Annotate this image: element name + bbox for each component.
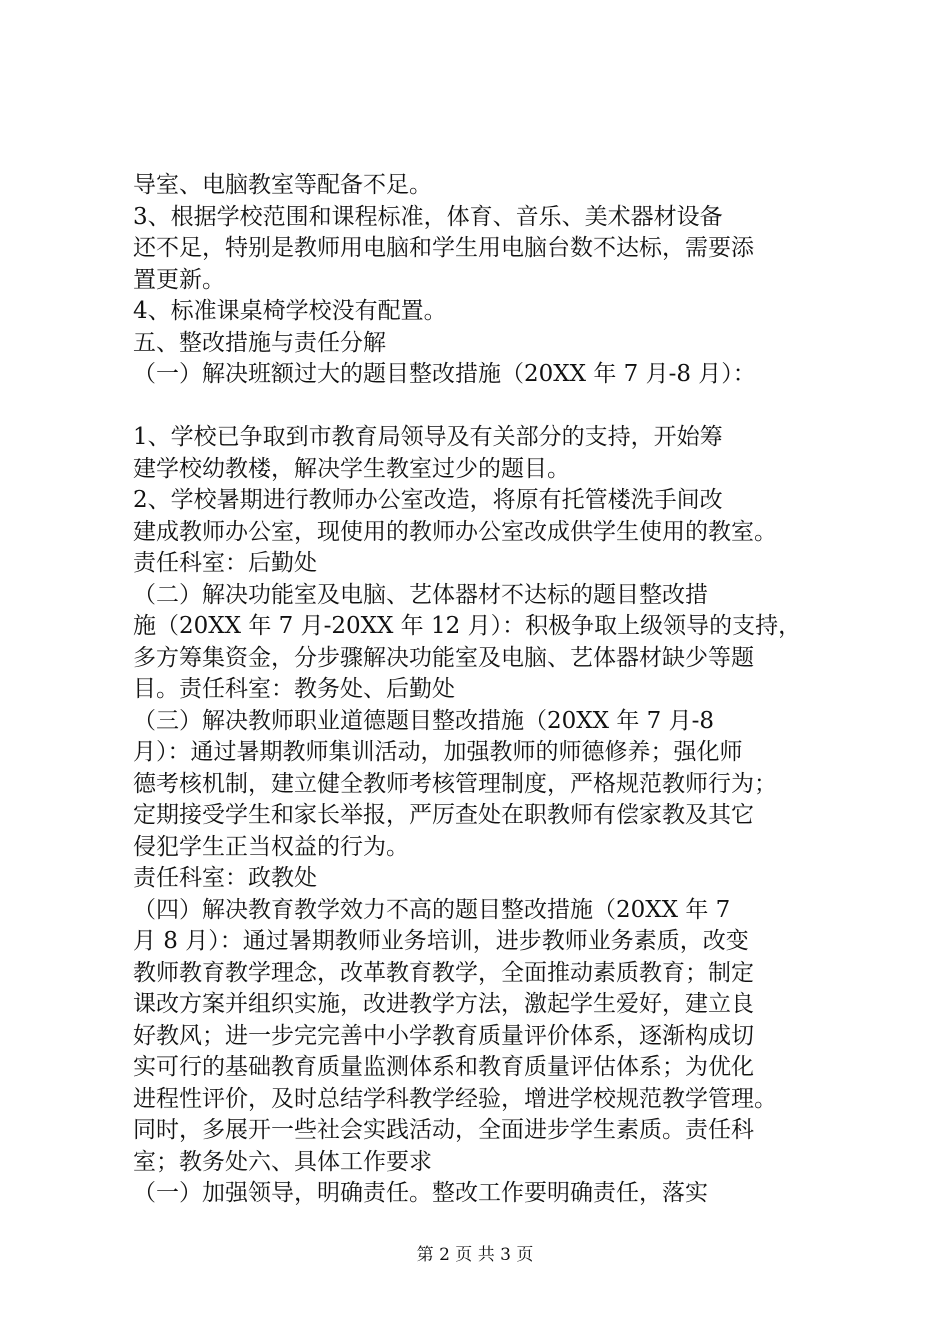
text-line: 目。责任科室：教务处、后勤处 bbox=[133, 676, 455, 702]
text-line: 建学校幼教楼，解决学生教室过少的题目。 bbox=[133, 455, 570, 482]
text-line: （二）解决功能室及电脑、艺体器材不达标的题目整改措 bbox=[133, 581, 708, 608]
text-line: 进程性评价，及时总结学科教学经验，增进学校规范教学管理。 bbox=[133, 1085, 777, 1112]
text-line: 还不足，特别是教师用电脑和学生用电脑台数不达标，需要添 bbox=[133, 235, 754, 261]
text-line: 月）：通过暑期教师集训活动，加强教师的师德修养；强化师 bbox=[133, 739, 743, 765]
text-line: （一）加强领导，明确责任。整改工作要明确责任，落实 bbox=[133, 1180, 708, 1206]
text-line: 教师教育教学理念，改革教育教学，全面推动素质教育；制定 bbox=[133, 959, 754, 986]
text-line: 3、根据学校范围和课程标准，体育、音乐、美术器材设备 bbox=[133, 203, 723, 230]
text-line: 实可行的基础教育质量监测体系和教育质量评估体系；为优化 bbox=[133, 1054, 754, 1080]
text-line: （四）解决教育教学效力不高的题目整改措施（20XX 年 7 bbox=[133, 896, 731, 923]
text-line: 室；教务处六、具体工作要求 bbox=[133, 1148, 432, 1175]
text-line: 责任科室：政教处 bbox=[133, 865, 317, 891]
text-line: （三）解决教师职业道德题目整改措施（20XX 年 7 月-8 bbox=[133, 707, 714, 734]
text-line: 2、学校暑期进行教师办公室改造，将原有托管楼洗手间改 bbox=[133, 487, 723, 513]
text-line: 施（20XX 年 7 月-20XX 年 12 月）：积极争取上级领导的支持， bbox=[133, 613, 802, 639]
document-body bbox=[133, 170, 833, 1210]
text-line: 侵犯学生正当权益的行为。 bbox=[133, 833, 409, 860]
text-line: 置更新。 bbox=[133, 266, 225, 293]
text-line: 4、标准课桌椅学校没有配置。 bbox=[133, 298, 447, 324]
blank-line bbox=[133, 391, 833, 423]
text-line: 责任科室：后勤处 bbox=[133, 550, 317, 576]
text-line: 月 8 月）：通过暑期教师业务培训，进步教师业务素质，改变 bbox=[133, 928, 749, 954]
section-heading: 五、整改措施与责任分解 bbox=[133, 329, 386, 356]
text-line: 建成教师办公室，现使用的教师办公室改成供学生使用的教室。 bbox=[133, 518, 777, 545]
page-number-footer: 第 2 页 共 3 页 bbox=[416, 1245, 534, 1265]
text-line: 好教风；进一步完完善中小学教育质量评价体系，逐渐构成切 bbox=[133, 1022, 754, 1049]
text-line: 1、学校已争取到市教育局领导及有关部分的支持，开始筹 bbox=[133, 424, 723, 450]
text-line: 课改方案并组织实施，改进教学方法，激起学生爱好，建立良 bbox=[133, 991, 754, 1017]
subsection-heading: （一）解决班额过大的题目整改措施（20XX 年 7 月-8 月）： bbox=[133, 361, 756, 387]
text-line: 德考核机制，建立健全教师考核管理制度，严格规范教师行为； bbox=[133, 770, 777, 797]
text-line: 导室、电脑教室等配备不足。 bbox=[133, 172, 432, 198]
text-line: 同时，多展开一些社会实践活动，全面进步学生素质。责任科 bbox=[133, 1117, 754, 1143]
text-line: 多方筹集资金，分步骤解决功能室及电脑、艺体器材缺少等题 bbox=[133, 644, 754, 671]
text-line: 定期接受学生和家长举报，严厉查处在职教师有偿家教及其它 bbox=[133, 802, 754, 828]
